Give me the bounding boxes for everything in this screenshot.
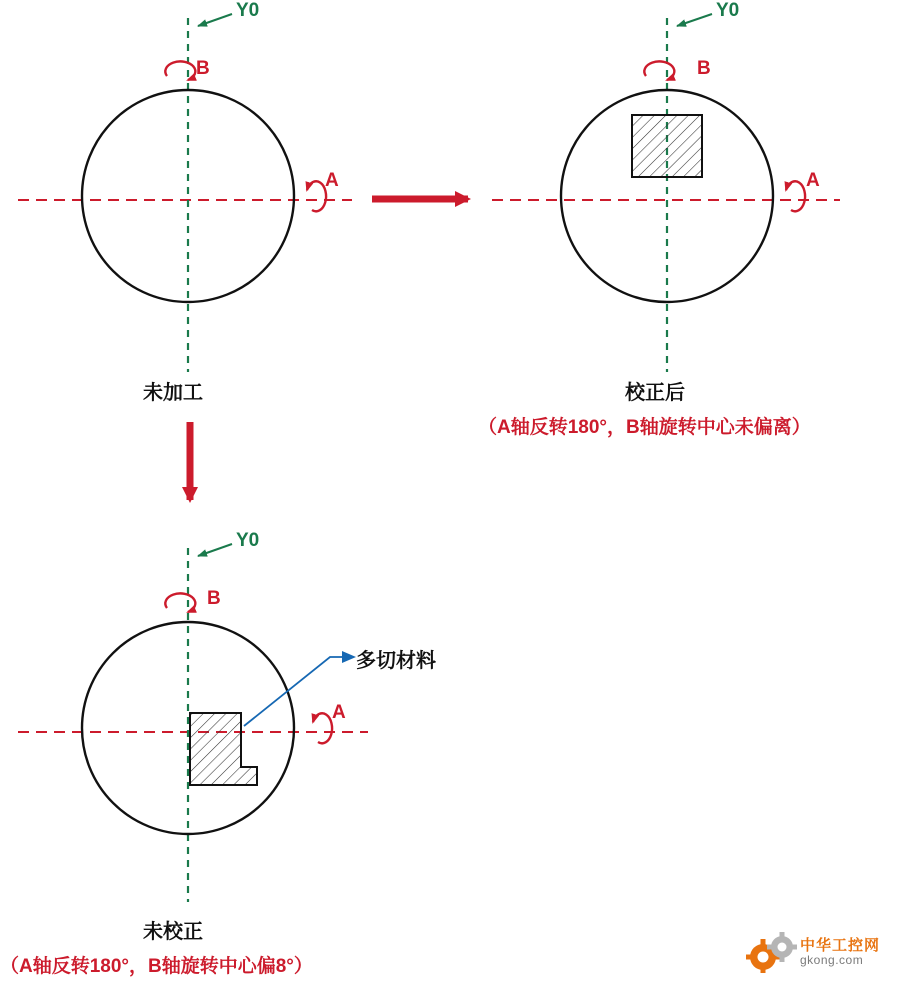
y0-label-panel1: Y0: [236, 0, 260, 21]
caption-corrected-note: （A轴反转180°，B轴旋转中心未偏离）: [478, 417, 811, 438]
caption-unmachined: 未加工: [143, 382, 203, 404]
y0-leader-line: [677, 14, 712, 26]
callout-arrow-head: [342, 651, 356, 663]
a-rotation-arc: [786, 181, 805, 211]
b-label-panel2: B: [697, 58, 711, 79]
y0-label-panel2: Y0: [716, 0, 740, 21]
panel-corrected: [492, 14, 840, 372]
b-rotation-arc: [165, 593, 195, 612]
a-rotation-arc: [307, 181, 326, 211]
b-rotation-arc: [644, 61, 674, 80]
watermark-domain: gkong.com: [800, 952, 864, 967]
machined-pocket-shape: [632, 115, 702, 177]
a-rotation-arc: [313, 713, 332, 743]
panel-uncorrected: [18, 544, 368, 902]
b-rotation-arc: [165, 61, 195, 80]
y0-label-panel3: Y0: [236, 530, 260, 551]
a-label-panel1: A: [325, 170, 339, 191]
caption-uncorrected: 未校正: [143, 921, 203, 943]
caption-corrected: 校正后: [625, 382, 685, 404]
caption-uncorrected-note: （A轴反转180°，B轴旋转中心偏8°）: [0, 956, 313, 977]
watermark-title: 中华工控网: [800, 936, 881, 954]
y0-leader-line: [198, 14, 232, 26]
a-label-panel3: A: [332, 702, 346, 723]
callout-label-overcut: 多切材料: [356, 650, 436, 672]
gear-icon: [746, 931, 798, 973]
watermark: [746, 930, 892, 974]
y0-leader-line: [198, 544, 232, 556]
a-label-panel2: A: [806, 170, 820, 191]
panel-unmachined: [18, 14, 352, 372]
b-label-panel1: B: [196, 58, 210, 79]
b-label-panel3: B: [207, 588, 221, 609]
